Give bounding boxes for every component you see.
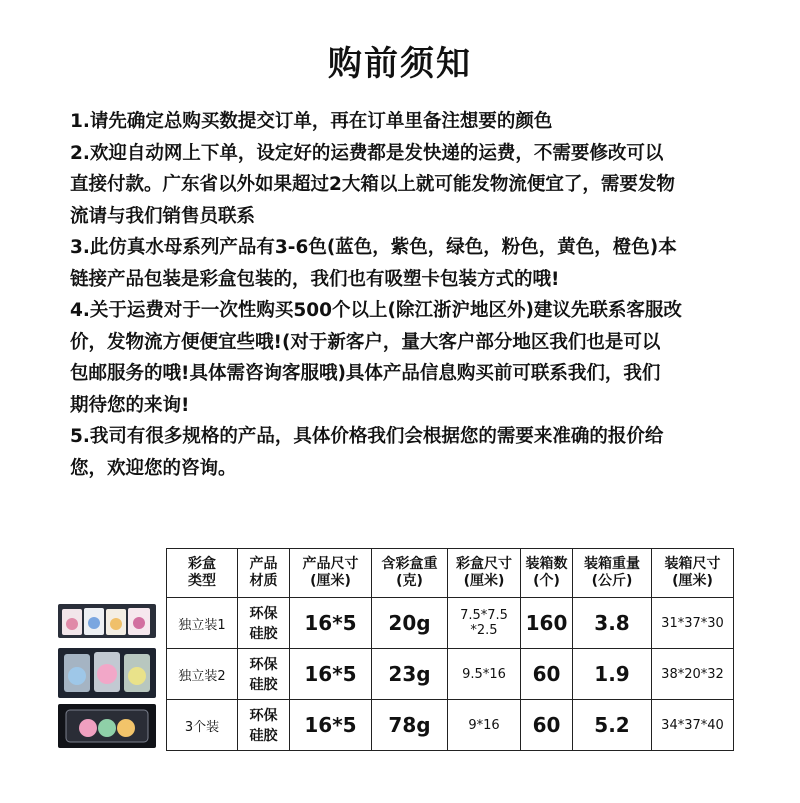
header-material: 产品 材质 bbox=[238, 549, 290, 598]
cell-type: 3个装 bbox=[167, 700, 238, 751]
cell-box-size: 7.5*7.5 *2.5 bbox=[448, 598, 521, 649]
purchase-notes bbox=[70, 106, 760, 484]
note-line: 4.关于运费对于一次性购买500个以上(除江浙沪地区外)建议先联系客服改 bbox=[70, 300, 682, 321]
note-line: 3.此仿真水母系列产品有3-6色(蓝色，紫色，绿色，粉色，黄色，橙色)本 bbox=[70, 237, 677, 258]
product-photo-three-pack bbox=[58, 704, 156, 748]
cell-count: 60 bbox=[521, 700, 573, 751]
cell-weight: 20g bbox=[372, 598, 448, 649]
cell-weight: 78g bbox=[372, 700, 448, 751]
note-line: 5.我司有很多规格的产品，具体价格我们会根据您的需要来准确的报价给 bbox=[70, 426, 664, 447]
cell-material: 环保 硅胶 bbox=[238, 700, 290, 751]
table-header-row bbox=[167, 549, 734, 598]
note-line: 价，发物流方便便宜些哦!(对于新客户，量大客户部分地区我们也是可以 bbox=[70, 331, 661, 353]
header-carton-weight: 装箱重量 (公斤) bbox=[573, 549, 652, 598]
table-row bbox=[167, 649, 734, 700]
cell-material: 环保 硅胶 bbox=[238, 598, 290, 649]
cell-type: 独立装1 bbox=[167, 598, 238, 649]
cell-carton-size: 38*20*32 bbox=[652, 649, 734, 700]
table-row bbox=[167, 598, 734, 649]
spec-table bbox=[166, 548, 734, 751]
note-1 bbox=[70, 106, 760, 138]
cell-carton-size: 31*37*30 bbox=[652, 598, 734, 649]
note-line: 您，欢迎您的咨询。 bbox=[70, 457, 237, 479]
product-photo-single-pack-2 bbox=[58, 648, 156, 698]
header-carton-count: 装箱数 (个) bbox=[521, 549, 573, 598]
cell-carton-weight: 1.9 bbox=[573, 649, 652, 700]
note-3 bbox=[70, 232, 760, 295]
cell-size: 16*5 bbox=[290, 700, 372, 751]
cell-count: 160 bbox=[521, 598, 573, 649]
cell-size: 16*5 bbox=[290, 649, 372, 700]
header-box-size: 彩盒尺寸 (厘米) bbox=[448, 549, 521, 598]
note-4 bbox=[70, 295, 760, 421]
note-5 bbox=[70, 421, 760, 484]
product-photo-single-pack-1 bbox=[58, 604, 156, 638]
note-line: 直接付款。广东省以外如果超过2大箱以上就可能发物流便宜了，需要发物 bbox=[70, 174, 675, 195]
page-title: 购前须知 bbox=[328, 44, 472, 84]
note-2 bbox=[70, 138, 760, 233]
cell-box-size: 9*16 bbox=[448, 700, 521, 751]
cell-type: 独立装2 bbox=[167, 649, 238, 700]
note-line: 链接产品包装是彩盒包装的，我们也有吸塑卡包装方式的哦! bbox=[70, 268, 560, 290]
cell-carton-weight: 3.8 bbox=[573, 598, 652, 649]
cell-size: 16*5 bbox=[290, 598, 372, 649]
header-carton-size: 装箱尺寸 (厘米) bbox=[652, 549, 734, 598]
note-line: 2.欢迎自动网上下单，设定好的运费都是发快递的运费，不需要修改可以 bbox=[70, 142, 664, 164]
cell-count: 60 bbox=[521, 649, 573, 700]
header-box-type: 彩盒 类型 bbox=[167, 549, 238, 598]
header-weight: 含彩盒重 (克) bbox=[372, 549, 448, 598]
note-line: 1.请先确定总购买数提交订单，再在订单里备注想要的颜色 bbox=[70, 111, 553, 132]
table-row bbox=[167, 700, 734, 751]
cell-material: 环保 硅胶 bbox=[238, 649, 290, 700]
cell-weight: 23g bbox=[372, 649, 448, 700]
header-product-size: 产品尺寸 (厘米) bbox=[290, 549, 372, 598]
cell-carton-size: 34*37*40 bbox=[652, 700, 734, 751]
cell-box-size: 9.5*16 bbox=[448, 649, 521, 700]
note-line: 流请与我们销售员联系 bbox=[70, 205, 256, 227]
note-line: 期待您的来询! bbox=[70, 394, 190, 416]
cell-carton-weight: 5.2 bbox=[573, 700, 652, 751]
note-line: 包邮服务的哦!具体需咨询客服哦)具体产品信息购买前可联系我们，我们 bbox=[70, 363, 661, 384]
